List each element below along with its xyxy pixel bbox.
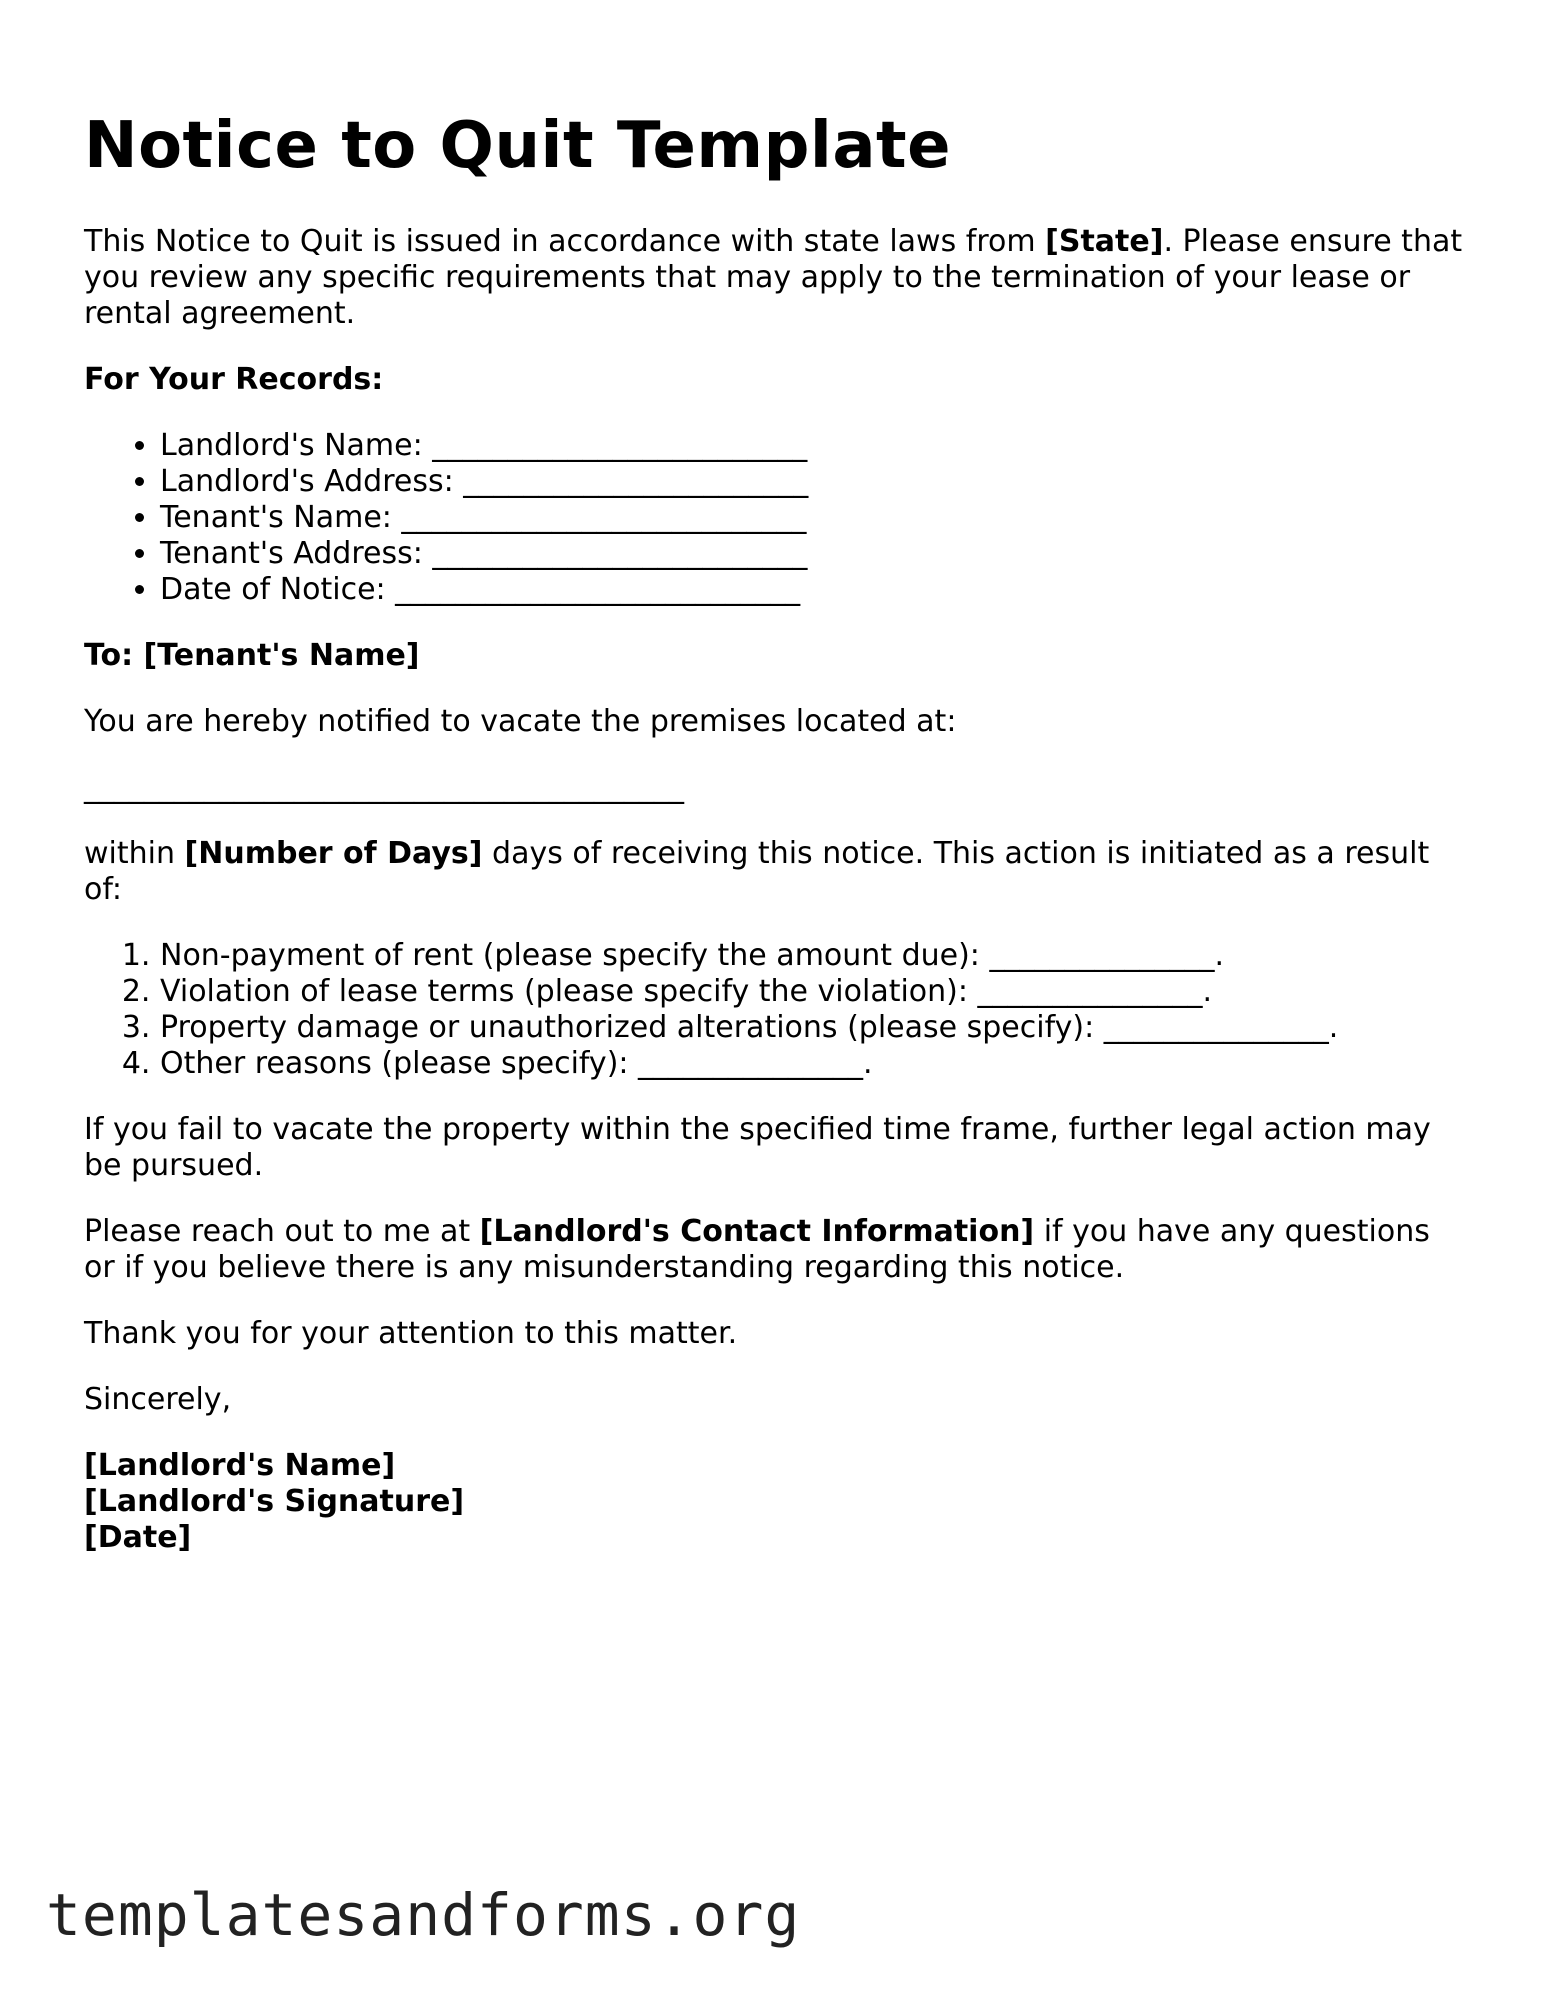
fail-paragraph: If you fail to vacate the property within the specified time frame, further legal action may be pursued. [84, 1112, 1431, 1183]
intro-text-1: This Notice to Quit is issued in accordance with state laws from [84, 224, 1046, 259]
intro-text-2: . Please ensure that you review any specific requirements that may apply to the termination of your lease or rental agreement. [84, 224, 1463, 331]
within-paragraph [84, 836, 1464, 908]
contact-placeholder: [Landlord's Contact Information] [479, 1214, 1035, 1249]
thanks-line: Thank you for your attention to this matter. [84, 1316, 738, 1351]
days-placeholder: [Number of Days] [184, 836, 483, 871]
list-item: • Date of Notice: ___________________________ [160, 572, 1464, 608]
document-title: Notice to Quit Template [84, 109, 951, 183]
list-item: • Landlord's Address: _______________________ [160, 464, 1464, 500]
to-line: To: [Tenant's Name] [84, 638, 420, 673]
document-page [84, 108, 1464, 1556]
records-list [84, 428, 1464, 608]
address-blank: ________________________________________ [84, 770, 684, 805]
contact-paragraph [84, 1214, 1464, 1286]
intro-paragraph [84, 224, 1464, 332]
signature-signature: [Landlord's Signature] [84, 1484, 465, 1519]
list-item: • Tenant's Name: ___________________________ [160, 500, 1464, 536]
list-item: 3. Property damage or unauthorized alterations (please specify): _______________. [160, 1010, 1464, 1046]
signature-block [84, 1448, 1464, 1556]
vacate-line: You are hereby notified to vacate the premises located at: [84, 704, 957, 739]
list-item: • Tenant's Address: _________________________ [160, 536, 1464, 572]
list-item: • Landlord's Name: _________________________ [160, 428, 1464, 464]
closing-line: Sincerely, [84, 1382, 232, 1417]
contact-text-2: if you have any questions or if you believe there is any misunderstanding regarding this notice. [84, 1214, 1430, 1285]
reasons-list [84, 938, 1464, 1082]
list-item: 2. Violation of lease terms (please specify the violation): _______________. [160, 974, 1464, 1010]
watermark-text: templatesandforms.org [46, 1881, 801, 1949]
signature-name: [Landlord's Name] [84, 1448, 396, 1483]
within-text-2: days of receiving this notice. This action is initiated as a result of: [84, 836, 1430, 907]
contact-text-1: Please reach out to me at [84, 1214, 480, 1249]
list-item: 4. Other reasons (please specify): _______________. [160, 1046, 1464, 1082]
list-item: 1. Non-payment of rent (please specify the amount due): _______________. [160, 938, 1464, 974]
records-heading: For Your Records: [84, 362, 384, 397]
signature-date: [Date] [84, 1520, 192, 1555]
state-placeholder: [State] [1045, 224, 1164, 259]
within-text-1: within [84, 836, 185, 871]
